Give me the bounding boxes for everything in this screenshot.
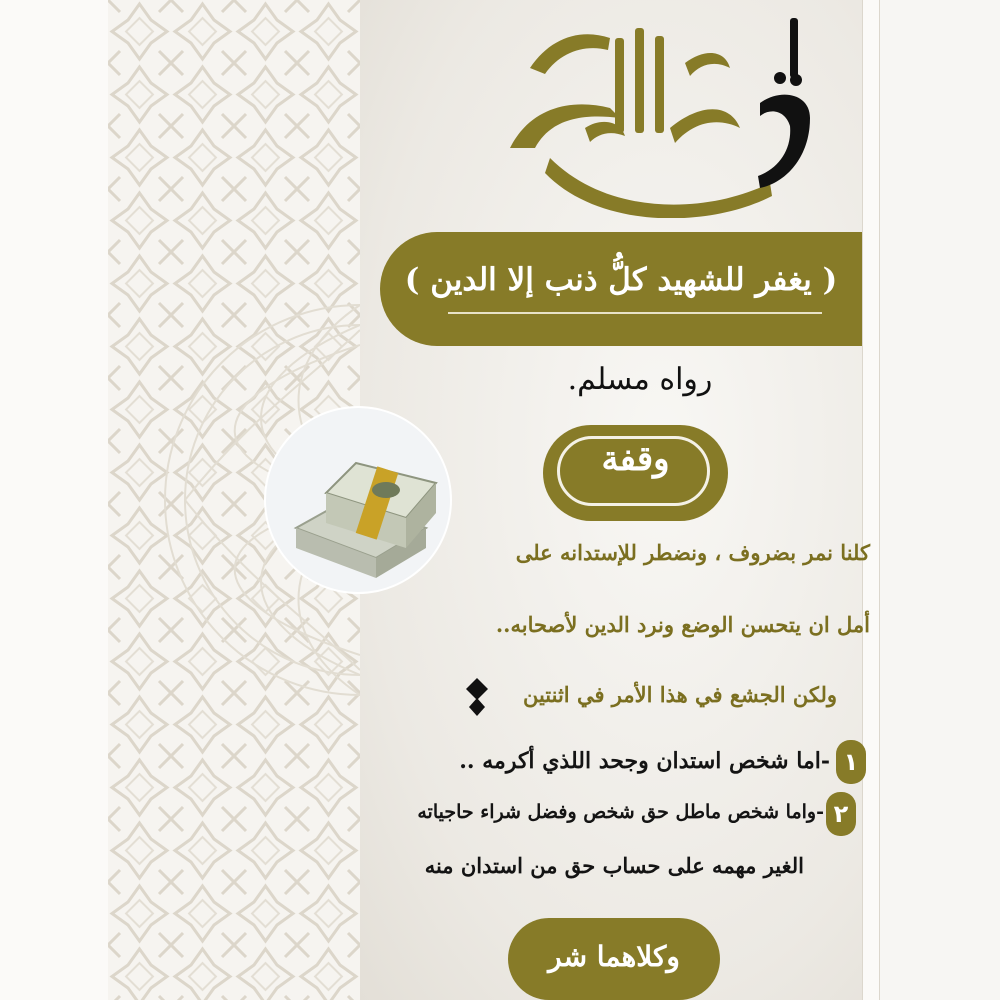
item-2-text-cont: الغير مهمه على حساب حق من استدان منه [424, 853, 804, 878]
body-line-2: أمل ان يتحسن الوضع ونرد الدين لأصحابه.. [495, 612, 870, 637]
narration-source: رواه مسلم. [567, 362, 713, 397]
hadith-text: ( يغفر للشهيد كلُّ ذنب إلا الدين ) [404, 262, 838, 298]
money-stack-icon [266, 408, 450, 592]
body-line-1: كلنا نمر بضروف ، ونضطر للإستدانه على [515, 540, 870, 565]
right-edge-strip [862, 0, 880, 1000]
item-2-text: -واما شخص ماطل حق شخص وفضل شراء حاجياته [417, 801, 824, 823]
banner-underline [448, 312, 822, 314]
item-1-text: -اما شخص استدان وجحد اللذي أكرمه .. [459, 748, 830, 774]
left-margin [0, 0, 108, 1000]
pause-badge-label: وقفة [601, 439, 670, 479]
item-2-number: ٢ [826, 792, 856, 836]
money-image [266, 408, 450, 592]
item-1-number: ١ [836, 740, 866, 784]
body-line-3: ولكن الجشع في هذا الأمر في اثنتين [522, 682, 837, 707]
closing-badge [508, 918, 720, 1000]
closing-text: وكلاهما شر [548, 940, 680, 973]
pause-badge [543, 425, 728, 521]
right-margin [880, 0, 1000, 1000]
calligraphy-logo [490, 8, 830, 218]
diamond-bullet-icon [466, 678, 488, 716]
hadith-banner [380, 232, 862, 346]
